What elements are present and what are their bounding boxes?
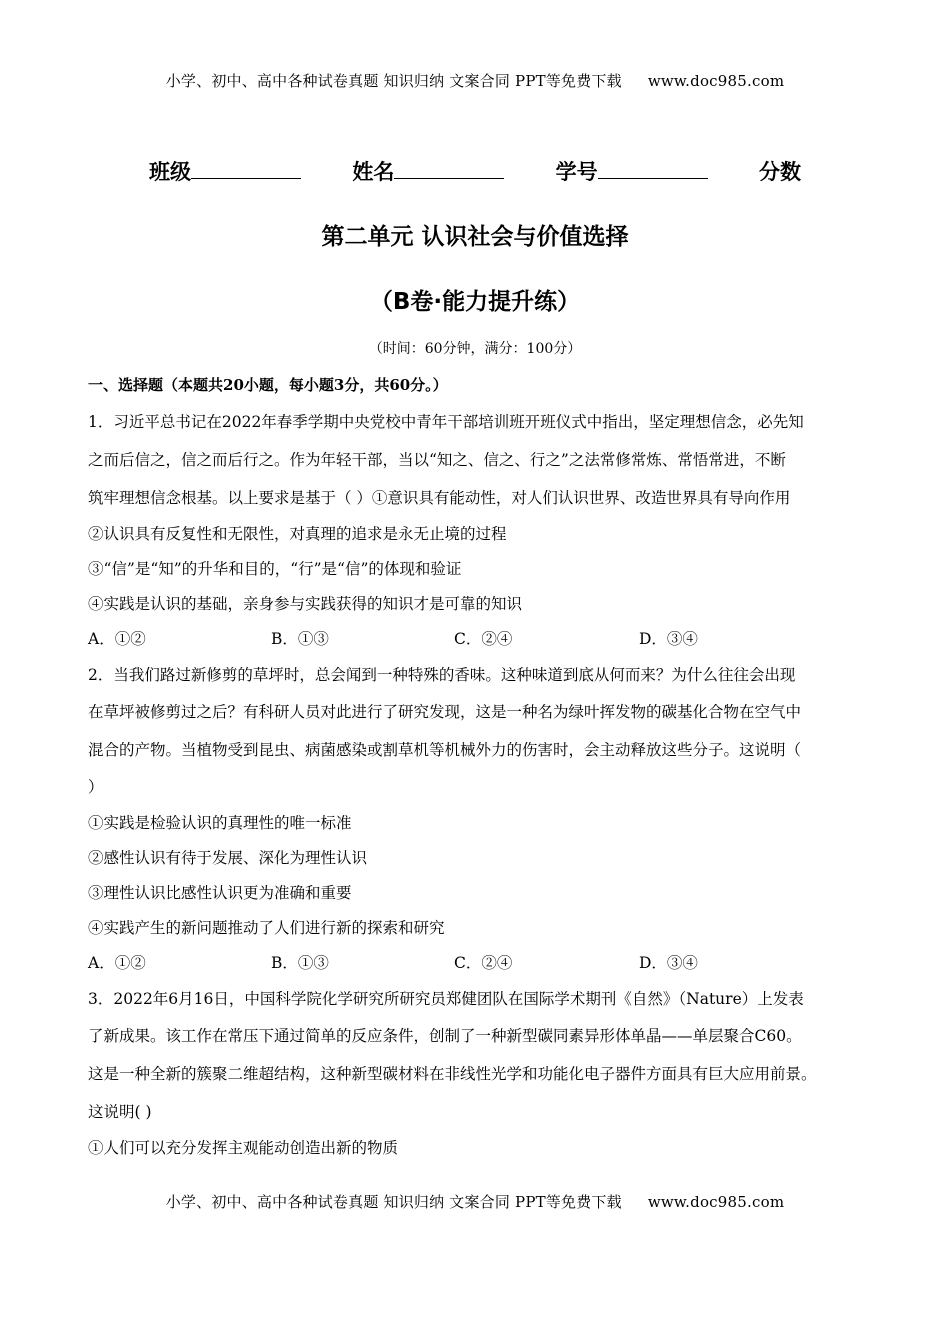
q1-line: ②认识具有反复性和无限性，对真理的追求是永无止境的过程 [88, 525, 507, 543]
exam-meta: （时间：60分钟，满分：100分） [368, 341, 582, 357]
page-header [0, 70, 950, 91]
q1-line: 之而后信之，信之而后行之。作为年轻干部，当以“知之、信之、行之”之法常修常炼、常悟常进，不断 [88, 451, 786, 469]
q1-option-b[interactable]: B．①③ [271, 630, 329, 648]
q2-line: 在草坪被修剪过之后？有科研人员对此进行了研究发现，这是一种名为绿叶挥发物的碳基化合物在空气中 [88, 703, 802, 721]
q1-option-a[interactable]: A．①② [88, 630, 146, 648]
q2-line: ②感性认识有待于发展、深化为理性认识 [88, 849, 368, 867]
q1-option-c[interactable]: C．②④ [454, 630, 513, 648]
name-label: 姓名 [352, 160, 395, 184]
student-info-row [0, 156, 950, 186]
number-label: 学号 [555, 160, 598, 184]
section-heading: 一、选择题（本题共20小题，每小题3分，共60分。） [88, 376, 448, 394]
class-label: 班级 [149, 160, 192, 184]
number-blank[interactable] [598, 162, 708, 179]
q1-line: ③“信”是“知”的升华和目的，“行”是“信”的体现和验证 [88, 560, 462, 578]
q2-line: 2．当我们路过新修剪的草坪时，总会闻到一种特殊的香味。这种味道到底从何而来？为什么往往会出现 [88, 666, 796, 684]
q2-option-d[interactable]: D．③④ [639, 954, 698, 972]
q3-line: 这说明( ) [88, 1103, 152, 1121]
q3-line: 这是一种全新的簇聚二维超结构，这种新型碳材料在非线性光学和功能化电子器件方面具有巨大应用前景。 [88, 1065, 817, 1083]
q2-option-b[interactable]: B．①③ [271, 954, 329, 972]
header-text: 小学、初中、高中各种试卷真题 知识归纳 文案合同 PPT等免费下载 [165, 72, 622, 90]
header-site: www.doc985.com [647, 72, 785, 90]
page-footer [0, 1191, 950, 1212]
q2-line: ①实践是检验认识的真理性的唯一标准 [88, 814, 352, 832]
page-title: 第二单元 认识社会与价值选择 [321, 224, 629, 250]
q2-line: ） [88, 778, 104, 796]
name-blank[interactable] [394, 162, 504, 179]
q2-option-a[interactable]: A．①② [88, 954, 146, 972]
class-blank[interactable] [191, 162, 301, 179]
q2-line: ④实践产生的新问题推动了人们进行新的探索和研究 [88, 919, 445, 937]
q1-option-d[interactable]: D．③④ [639, 630, 698, 648]
footer-site: www.doc985.com [647, 1193, 785, 1211]
score-label: 分数 [758, 160, 801, 184]
q2-line: 混合的产物。当植物受到昆虫、病菌感染或割草机等机械外力的伤害时，会主动释放这些分子。这说明（ [88, 741, 802, 759]
q3-line: ①人们可以充分发挥主观能动创造出新的物质 [88, 1139, 399, 1157]
q2-option-c[interactable]: C．②④ [454, 954, 513, 972]
q3-line: 了新成果。该工作在常压下通过简单的反应条件，创制了一种新型碳同素异形体单晶——单层聚合C60。 [88, 1027, 802, 1045]
q1-line: 筑牢理想信念根基。以上要求是基于（ ）①意识具有能动性，对人们认识世界、改造世界具有导向作用 [88, 489, 791, 507]
page-subtitle: （B卷·能力提升练） [369, 289, 581, 315]
q3-line: 3．2022年6月16日，中国科学院化学研究所研究员郑健团队在国际学术期刊《自然》（Nature）上发表 [88, 990, 804, 1008]
footer-text: 小学、初中、高中各种试卷真题 知识归纳 文案合同 PPT等免费下载 [165, 1193, 622, 1211]
q1-line: 1．习近平总书记在2022年春季学期中央党校中青年干部培训班开班仪式中指出，坚定理想信念，必先知 [88, 413, 804, 431]
q1-line: ④实践是认识的基础，亲身参与实践获得的知识才是可靠的知识 [88, 595, 523, 613]
q2-line: ③理性认识比感性认识更为准确和重要 [88, 884, 352, 902]
